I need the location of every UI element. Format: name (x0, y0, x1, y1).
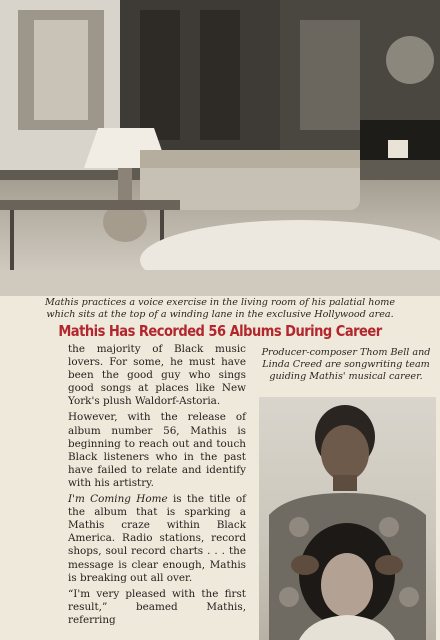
living-room-illustration (0, 0, 440, 296)
album-title: I'm Coming Home (68, 493, 168, 506)
portrait-illustration (259, 397, 436, 640)
portrait-photo (259, 397, 436, 640)
living-room-photo (0, 0, 440, 296)
body-paragraph-3-rest: is the title of the album that is sparking a Mathis craze within Black America. Radio stations, record shops, soul record charts . . . the message is clear enough, Mathis is breaking out all over. (68, 493, 247, 584)
body-paragraph-3 (68, 493, 246, 585)
body-paragraph-4: “I'm very pleased with the first result,” beamed Mathis, referring (68, 587, 246, 626)
article-body (68, 343, 246, 630)
side-photo-caption: Producer-composer Thom Bell and Linda Creed are songwriting team guiding Mathis' musical career. (261, 347, 431, 383)
photo-caption: Mathis practices a voice exercise in the living room of his palatial home which sits at the top of a winding lane in the exclusive Hollywood area. (44, 297, 396, 320)
body-paragraph-2: However, with the release of album number 56, Mathis is beginning to reach out and touch Black listeners who in the past have failed to relate and identify with his artistry. (68, 411, 246, 489)
article-headline: Mathis Has Recorded 56 Albums During Career (58, 322, 382, 340)
body-paragraph-1: the majority of Black music lovers. For some, he must have been the good guy who sings good songs at places like New York's plush Waldorf-Astoria. (68, 343, 246, 408)
